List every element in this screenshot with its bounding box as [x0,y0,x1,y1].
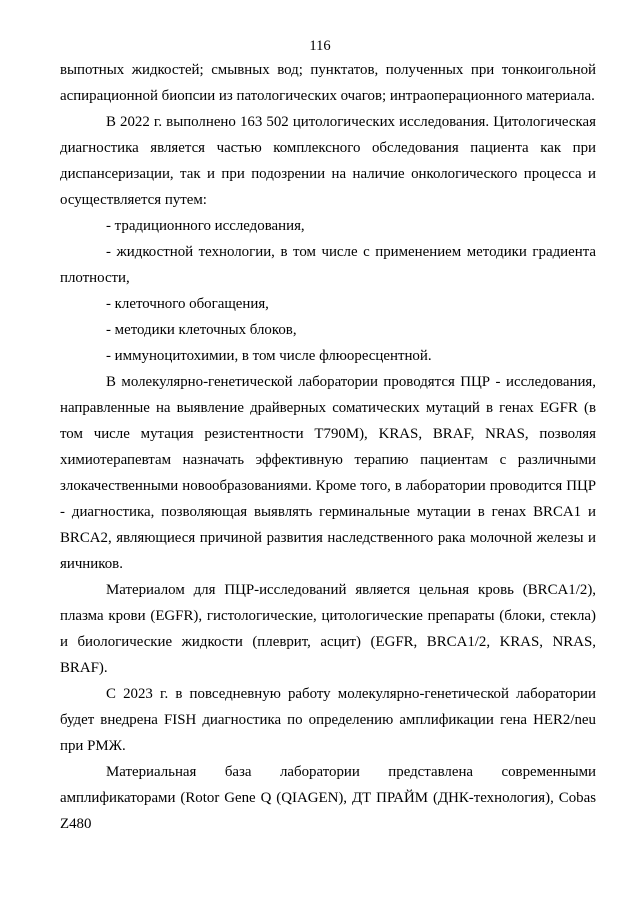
list-item: - иммуноцитохимии, в том числе флюоресцентной. [106,348,432,364]
paragraph-equipment: Материальная база лаборатории представлена современными амплификаторами (Rotor Gene Q (QIAGEN), ДТ ПРАЙМ (ДНК-технология), Cobas Z480 [60,764,596,832]
list-item: - клеточного обогащения, [106,296,269,312]
document-body [60,57,596,837]
list-item: - традиционного исследования, [106,218,305,234]
list-item: - методики клеточных блоков, [106,322,297,338]
paragraph-fish-2023: С 2023 г. в повседневную работу молекулярно-генетической лаборатории будет внедрена FISH диагностика по определению амплификации гена HER2/neu при РМЖ. [60,686,596,754]
paragraph-pcr-material: Материалом для ПЦР-исследований является цельная кровь (BRCA1/2), плазма крови (EGFR), гистологические, цитологические препараты (блоки, стекла) и биологические жидкости (плеврит, асцит) (EGFR, BRCA1/2, KRAS, NRAS, BRAF). [60,582,596,676]
methods-list [60,213,596,369]
paragraph-cytology-2022: В 2022 г. выполнено 163 502 цитологических исследования. Цитологическая диагностика является частью комплексного обследования пациента как при диспансеризации, так и при подозрении на наличие онкологического процесса и осуществляется путем: [60,114,596,208]
list-item: - жидкостной технологии, в том числе с применением методики градиента плотности, [60,244,596,286]
paragraph-continuation: выпотных жидкостей; смывных вод; пунктатов, полученных при тонкоигольной аспирационной биопсии из патологических очагов; интраоперационного материала. [60,62,596,104]
page-number: 116 [309,38,331,54]
paragraph-molecular-lab: В молекулярно-генетической лаборатории проводятся ПЦР - исследования, направленные на выявление драйверных соматических мутаций в генах EGFR (в том числе мутация резистентности T790M), KRAS, BRAF, NRAS, позволяя химиотерапевтам назначать эффективную терапию пациентам с различными злокачественными новообразованиями. Кроме того, в лаборатории проводится ПЦР - диагностика, позволяющая выявлять герминальные мутации в генах BRCA1 и BRCA2, являющиеся причиной развития наследственного рака молочной железы и яичников. [60,374,596,572]
